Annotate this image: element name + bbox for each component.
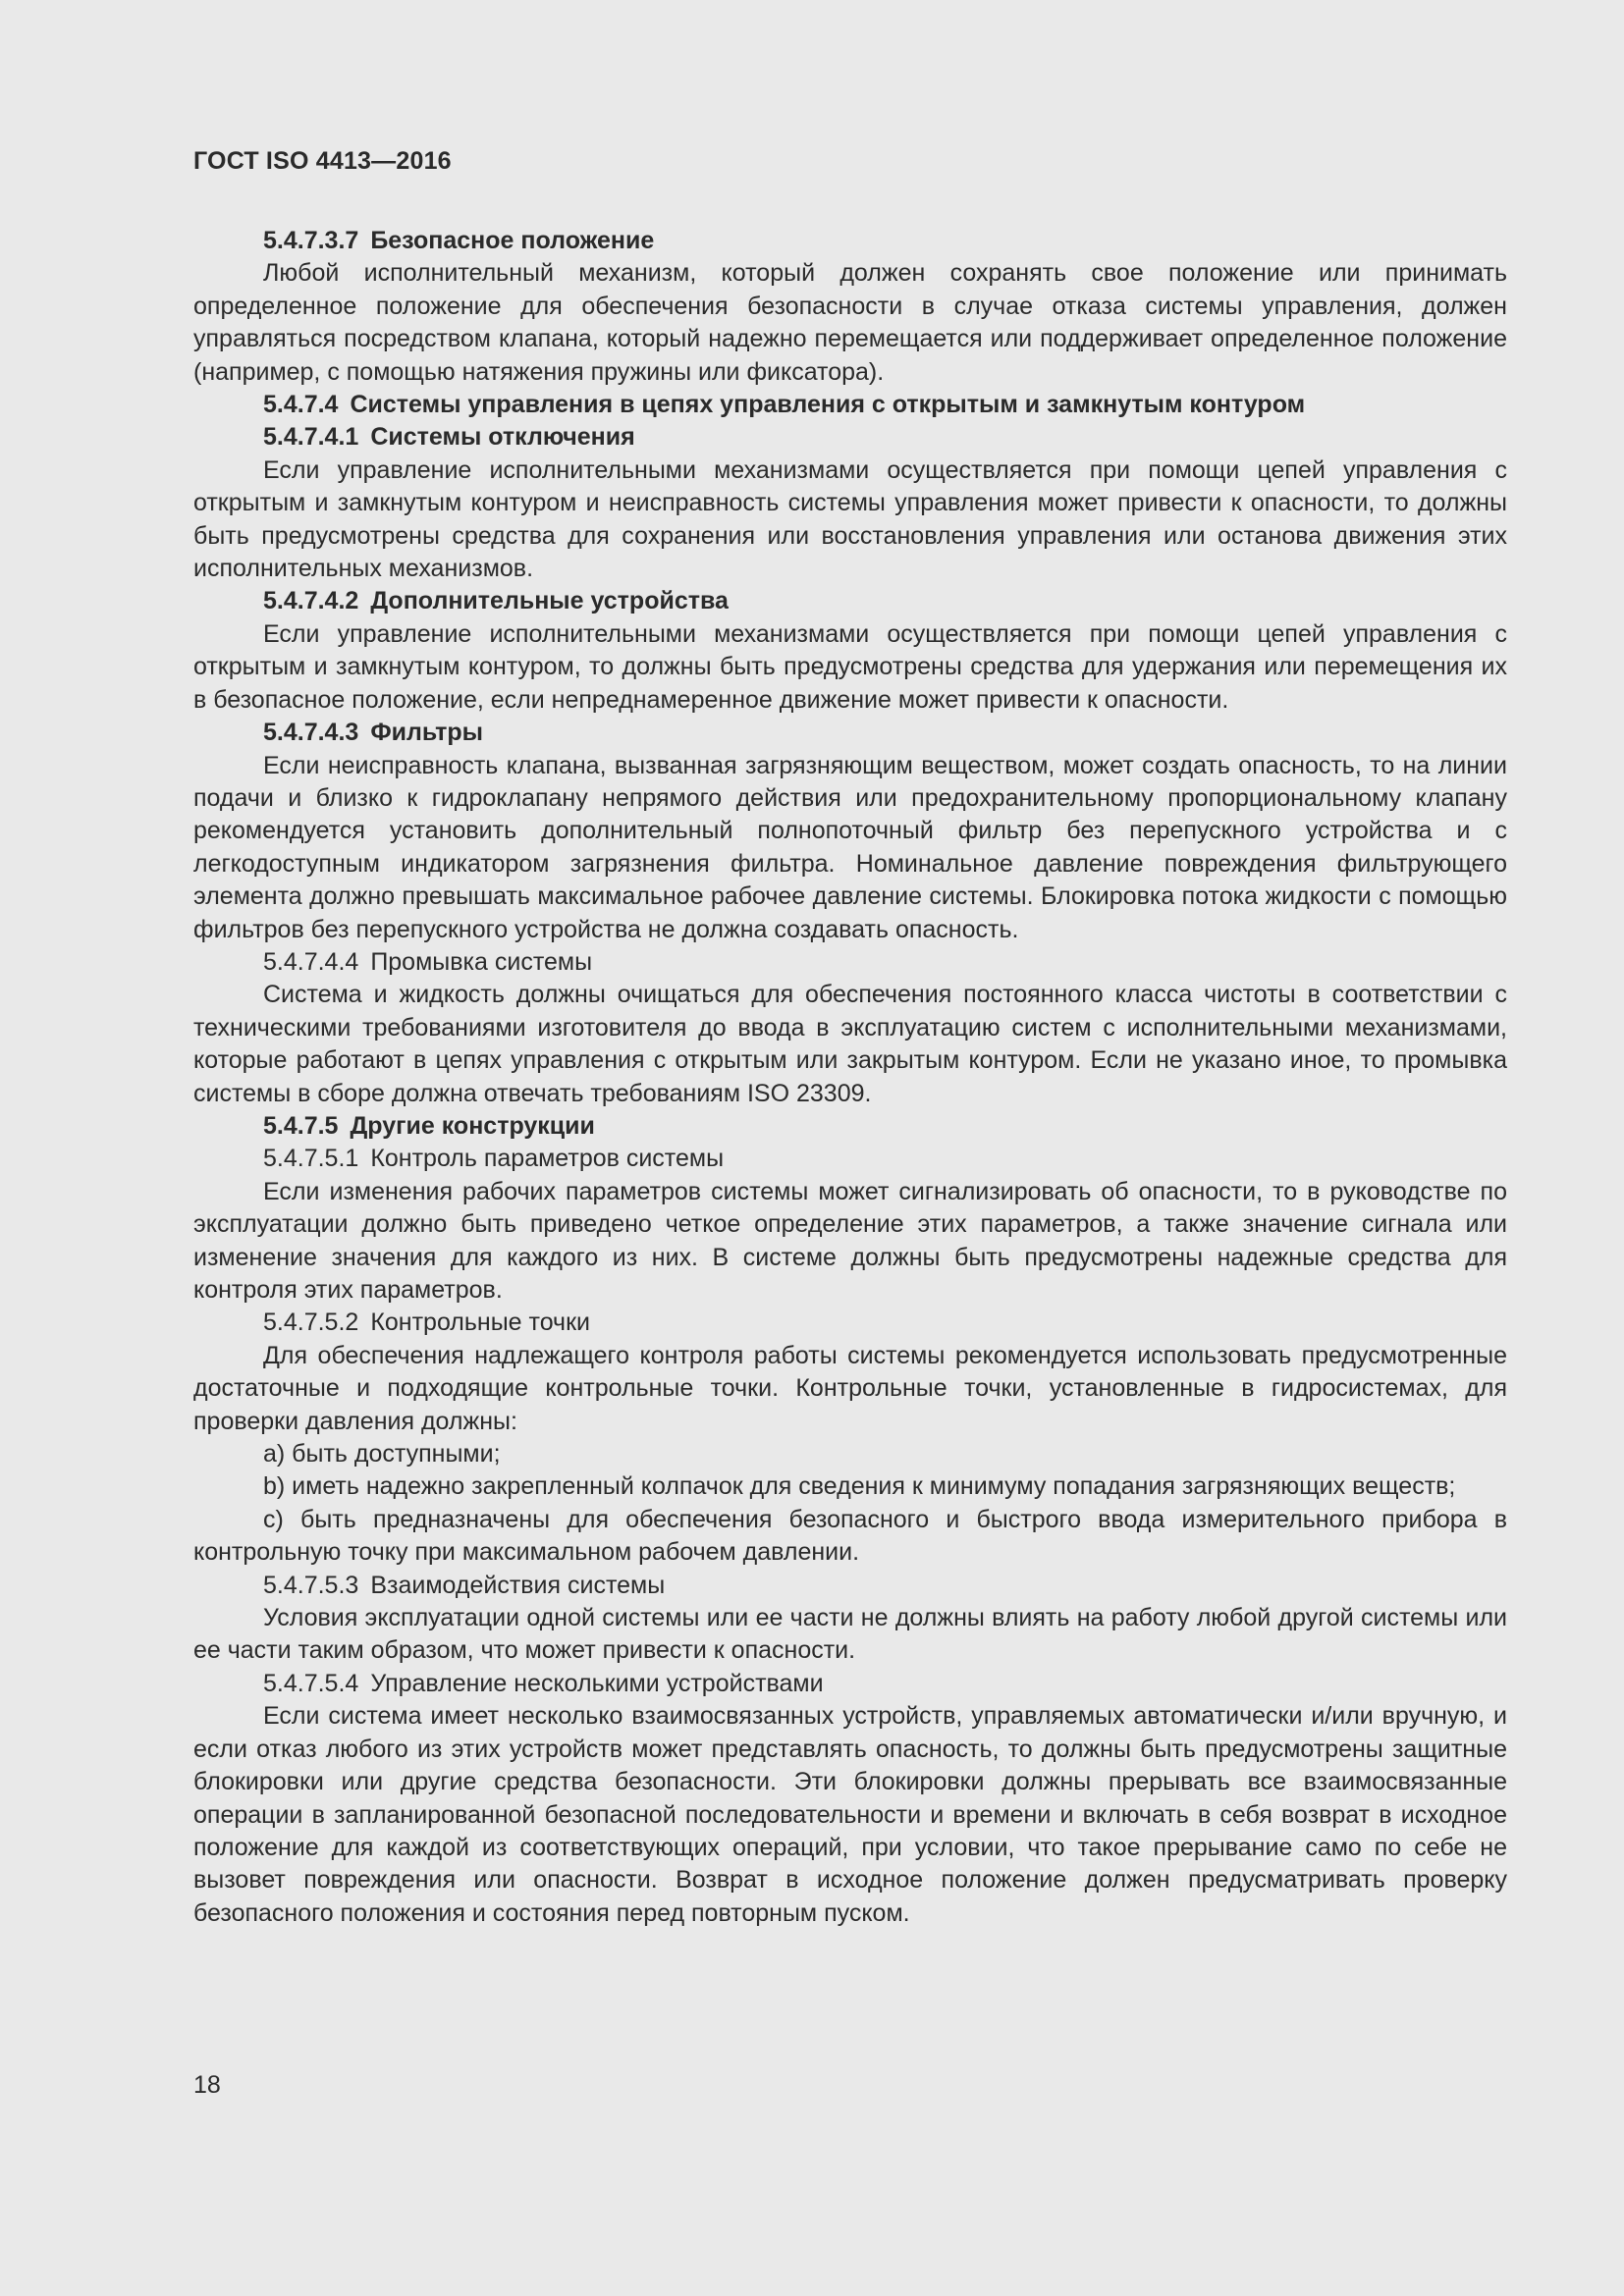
section-title: Дополнительные устройства	[370, 587, 729, 615]
section-title: Фильтры	[370, 719, 483, 747]
section-number: 5.4.7.5.1	[263, 1145, 359, 1173]
section-number: 5.4.7.4.3	[263, 719, 359, 747]
paragraph: Если изменения рабочих параметров системы может сигнализировать об опасности, то в руководстве по эксплуатации должно быть приведено четкое определение этих параметров, а также значение сигнала или изменение значения для каждого из них. В системе должны быть предусмотрены надежные средства для контроля этих параметров.	[193, 1177, 1507, 1304]
section-title: Системы отключения	[370, 423, 635, 452]
section-title: Промывка системы	[370, 947, 593, 976]
section-heading	[193, 585, 1507, 617]
section-heading	[193, 1110, 1507, 1143]
section-heading	[193, 389, 1507, 421]
paragraph: Если управление исполнительными механизмами осуществляется при помощи цепей управления с открытым и замкнутым контуром, то должны быть предусмотрены средства для удержания или перемещения их в безопасное положение, если непреднамеренное движение может привести к опасности.	[193, 619, 1507, 714]
section-heading	[193, 1668, 1507, 1700]
paragraph: Любой исполнительный механизм, который должен сохранять свое положение или принимать определенное положение для обеспечения безопасности в случае отказа системы управления, должен управляться посредством клапана, который надежно перемещается или поддерживает определенное положение (например, с помощью натяжения пружины или фиксатора).	[193, 259, 1507, 386]
document-body	[193, 225, 1507, 1930]
section-heading	[193, 946, 1507, 979]
section-title: Системы управления в цепях управления с открытым и замкнутым контуром	[350, 391, 1306, 419]
page-number: 18	[193, 2071, 221, 2099]
section-title: Другие конструкции	[350, 1111, 595, 1140]
section-number: 5.4.7.3.7	[263, 227, 359, 254]
section-number: 5.4.7.5	[263, 1111, 339, 1140]
section-heading	[193, 1307, 1507, 1339]
section-heading	[193, 1143, 1507, 1175]
section-number: 5.4.7.4.4	[263, 947, 359, 976]
section-number: 5.4.7.4.1	[263, 423, 359, 452]
list-item: а) быть доступными;	[263, 1440, 501, 1468]
section-number: 5.4.7.5.2	[263, 1308, 359, 1337]
paragraph: Если управление исполнительными механизмами осуществляется при помощи цепей управления с открытым и замкнутым контуром и неисправность системы управления может привести к опасности, то должны быть предусмотрены средства для сохранения или восстановления управления или останова движения этих исполнительных механизмов.	[193, 455, 1507, 583]
section-title: Управление несколькими устройствами	[370, 1669, 824, 1697]
section-number: 5.4.7.5.3	[263, 1571, 359, 1599]
paragraph: Если неисправность клапана, вызванная загрязняющим веществом, может создать опасность, то на линии подачи и близко к гидроклапану непрямого действия или предохранительному пропорциональному клапану рекомендуется установить дополнительный полнопоточный фильтр без перепускного устройства и с легкодоступным индикатором загрязнения фильтра. Номинальное давление повреждения фильтрующего элемента должно превышать максимальное рабочее давление системы. Блокировка потока жидкости с помощью фильтров без перепускного устройства не должна создавать опасность.	[193, 751, 1507, 943]
section-heading	[193, 421, 1507, 454]
paragraph: Система и жидкость должны очищаться для обеспечения постоянного класса чистоты в соответствии с техническими требованиями изготовителя до ввода в эксплуатацию систем с исполнительными механизмами, которые работают в цепях управления с открытым или закрытым контуром. Если не указано иное, то промывка системы в сборе должна отвечать требованиям ISO 23309.	[193, 981, 1507, 1107]
section-heading	[193, 1570, 1507, 1602]
section-title: Контроль параметров системы	[370, 1145, 725, 1173]
list-item: b) иметь надежно закрепленный колпачок для сведения к минимуму попадания загрязняющих веществ;	[263, 1472, 1456, 1501]
section-number: 5.4.7.4	[263, 391, 339, 419]
paragraph: Если система имеет несколько взаимосвязанных устройств, управляемых автоматически и/или вручную, и если отказ любого из этих устройств может представлять опасность, то должны быть предусмотрены защитные блокировки или другие средства безопасности. Эти блокировки должны прерывать все взаимосвязанные операции в запланированной безопасной последовательности и времени и включать в себя возврат в исходное положение для каждой из соответствующих операций, при условии, что такое прерывание само по себе не вызовет повреждения или опасности. Возврат в исходное положение должен предусматривать проверку безопасного положения и состояния перед повторным пуском.	[193, 1702, 1507, 1927]
paragraph: Для обеспечения надлежащего контроля работы системы рекомендуется использовать предусмотренные достаточные и подходящие контрольные точки. Контрольные точки, установленные в гидросистемах, для проверки давления должны:	[193, 1341, 1507, 1435]
paragraph: Условия эксплуатации одной системы или ее части не должны влиять на работу любой другой системы или ее части таким образом, что может привести к опасности.	[193, 1604, 1507, 1665]
document-header: ГОСТ ISO 4413—2016	[193, 147, 452, 175]
section-number: 5.4.7.4.2	[263, 587, 359, 615]
list-item: с) быть предназначены для обеспечения безопасного и быстрого ввода измерительного прибора в контрольную точку при максимальном рабочем давлении.	[193, 1505, 1507, 1567]
section-title: Взаимодействия системы	[370, 1571, 666, 1599]
section-title: Контрольные точки	[370, 1308, 590, 1337]
section-title: Безопасное положение	[370, 227, 655, 254]
section-heading	[193, 225, 1507, 257]
section-heading	[193, 717, 1507, 749]
section-number: 5.4.7.5.4	[263, 1669, 359, 1697]
